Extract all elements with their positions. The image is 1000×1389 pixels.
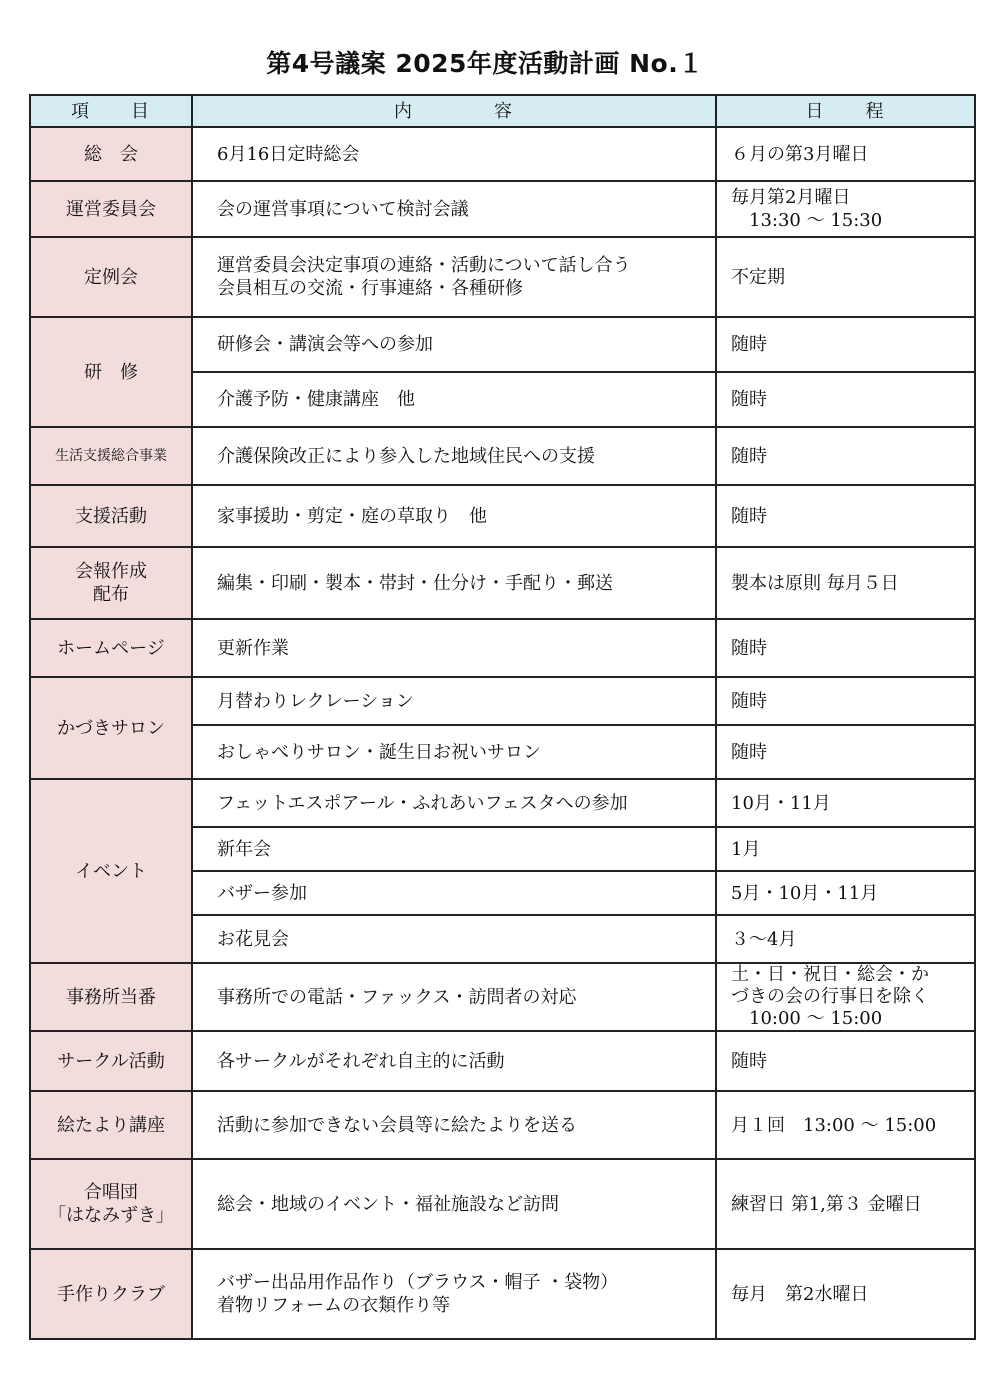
schedule-cell: 1月 xyxy=(716,827,975,871)
schedule-cell: 随時 xyxy=(716,725,975,779)
content-cell: 運営委員会決定事項の連絡・活動について話し合う 会員相互の交流・行事連絡・各種研修 xyxy=(192,237,716,317)
header-item: 項 目 xyxy=(30,95,192,127)
content-cell: 介護保険改正により参入した地域住民への支援 xyxy=(192,427,716,485)
table-row xyxy=(30,779,975,827)
content-cell: 研修会・講演会等への参加 xyxy=(192,317,716,372)
table-header-row xyxy=(30,95,975,127)
page-title: 第4号議案 2025年度活動計画 No.１ xyxy=(266,49,704,78)
header-content: 内 容 xyxy=(192,95,716,127)
table-row xyxy=(30,1091,975,1159)
table-row xyxy=(30,485,975,547)
content-cell: 事務所での電話・ファックス・訪問者の対応 xyxy=(192,963,716,1031)
item-cell: 絵たより講座 xyxy=(30,1091,192,1159)
table-row xyxy=(30,547,975,619)
content-cell: バザー参加 xyxy=(192,871,716,915)
content-cell: お花見会 xyxy=(192,915,716,963)
content-cell: 介護予防・健康講座 他 xyxy=(192,372,716,427)
item-cell: 事務所当番 xyxy=(30,963,192,1031)
item-cell: かづきサロン xyxy=(30,677,192,779)
content-cell: 会の運営事項について検討会議 xyxy=(192,181,716,237)
content-cell: フェットエスポアール・ふれあいフェスタへの参加 xyxy=(192,779,716,827)
item-cell: 合唱団 「はなみずき」 xyxy=(30,1159,192,1249)
content-cell: バザー出品用作品作り（ブラウス・帽子 ・袋物） 着物リフォームの衣類作り等 xyxy=(192,1249,716,1339)
table-row xyxy=(30,619,975,677)
content-cell: 活動に参加できない会員等に絵たよりを送る xyxy=(192,1091,716,1159)
table-row xyxy=(30,317,975,372)
item-cell: 研 修 xyxy=(30,317,192,427)
header-schedule: 日 程 xyxy=(716,95,975,127)
table-row xyxy=(30,677,975,725)
schedule-cell: 随時 xyxy=(716,372,975,427)
content-cell: 月替わりレクレーション xyxy=(192,677,716,725)
table-row xyxy=(30,181,975,237)
schedule-cell: ３～4月 xyxy=(716,915,975,963)
schedule-cell: 毎月 第2水曜日 xyxy=(716,1249,975,1339)
schedule-cell: 5月・10月・11月 xyxy=(716,871,975,915)
item-cell: 手作りクラブ xyxy=(30,1249,192,1339)
schedule-cell: 随時 xyxy=(716,677,975,725)
schedule-cell: 随時 xyxy=(716,317,975,372)
table-row xyxy=(30,1249,975,1339)
content-cell: 家事援助・剪定・庭の草取り 他 xyxy=(192,485,716,547)
schedule-cell: 随時 xyxy=(716,1031,975,1091)
activity-plan-table xyxy=(29,94,976,1340)
item-cell: 定例会 xyxy=(30,237,192,317)
content-cell: 6月16日定時総会 xyxy=(192,127,716,181)
item-cell: イベント xyxy=(30,779,192,963)
item-cell: 生活支援総合事業 xyxy=(30,427,192,485)
schedule-cell: 随時 xyxy=(716,427,975,485)
item-cell: サークル活動 xyxy=(30,1031,192,1091)
schedule-cell: 月１回 13:00 ～ 15:00 xyxy=(716,1091,975,1159)
item-cell: 会報作成 配布 xyxy=(30,547,192,619)
schedule-cell: 随時 xyxy=(716,485,975,547)
table-row xyxy=(30,237,975,317)
item-cell: 支援活動 xyxy=(30,485,192,547)
item-cell: 運営委員会 xyxy=(30,181,192,237)
schedule-cell: 毎月第2月曜日 13:30 ～ 15:30 xyxy=(716,181,975,237)
table-row xyxy=(30,427,975,485)
table-row xyxy=(30,1159,975,1249)
schedule-cell: 不定期 xyxy=(716,237,975,317)
schedule-cell: 練習日 第1,第３ 金曜日 xyxy=(716,1159,975,1249)
schedule-cell: 製本は原則 毎月５日 xyxy=(716,547,975,619)
content-cell: 更新作業 xyxy=(192,619,716,677)
table-row xyxy=(30,1031,975,1091)
schedule-cell: 土・日・祝日・総会・か づきの会の行事日を除く 10:00 ～ 15:00 xyxy=(716,963,975,1031)
content-cell: 各サークルがそれぞれ自主的に活動 xyxy=(192,1031,716,1091)
schedule-cell: 10月・11月 xyxy=(716,779,975,827)
content-cell: 総会・地域のイベント・福祉施設など訪問 xyxy=(192,1159,716,1249)
content-cell: おしゃべりサロン・誕生日お祝いサロン xyxy=(192,725,716,779)
item-cell: ホームページ xyxy=(30,619,192,677)
item-cell: 総 会 xyxy=(30,127,192,181)
content-cell: 編集・印刷・製本・帯封・仕分け・手配り・郵送 xyxy=(192,547,716,619)
schedule-cell: ６月の第3月曜日 xyxy=(716,127,975,181)
schedule-cell: 随時 xyxy=(716,619,975,677)
table-row xyxy=(30,963,975,1031)
table-row xyxy=(30,127,975,181)
content-cell: 新年会 xyxy=(192,827,716,871)
